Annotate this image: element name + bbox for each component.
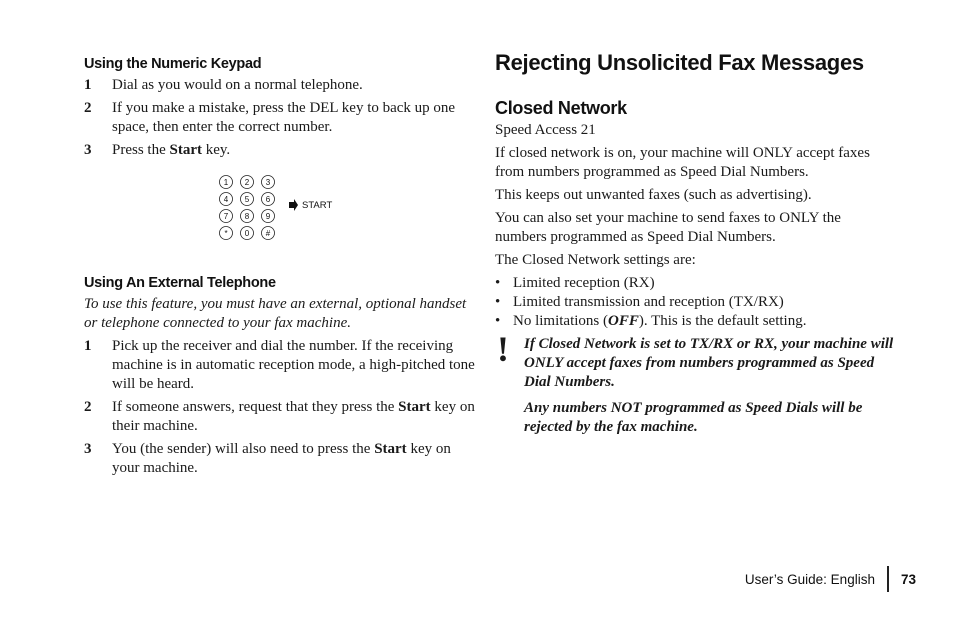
- keypad-key-label: 9: [265, 212, 271, 221]
- step-text: Dial as you would on a normal telephone.: [112, 77, 363, 93]
- step-text: [112, 440, 476, 478]
- step-text-post: key.: [202, 142, 231, 158]
- external-note: To use this feature, you must have an external, optional handset or telephone connected to your fax machine.: [84, 296, 467, 331]
- list-item: [495, 312, 895, 331]
- step-text-post: key on your machine.: [112, 441, 451, 476]
- keypad-svg: [218, 174, 348, 250]
- step-text: Pick up the receiver and dial the number. If the receiving machine is in automatic reception mode, a high-pitched tone will be heard.: [112, 338, 475, 392]
- external-step: [84, 440, 476, 478]
- step-number: 1: [84, 77, 92, 93]
- page-title: Rejecting Unsolicited Fax Messages: [495, 50, 864, 75]
- off-label: OFF: [608, 313, 639, 329]
- bullet: •: [495, 294, 501, 310]
- keypad-key-label: 3: [265, 178, 271, 187]
- keypad-step: [84, 76, 476, 95]
- step-number: 1: [84, 338, 92, 354]
- list-item-text: Limited reception (RX): [513, 275, 655, 291]
- step-number: 3: [84, 142, 92, 158]
- paragraph: The Closed Network settings are:: [495, 252, 696, 268]
- step-text: If you make a mistake, press the DEL key to back up one space, then enter the correct number.: [112, 100, 456, 135]
- keypad-key-label: 6: [265, 195, 271, 204]
- bullet: •: [495, 313, 501, 329]
- warning-line: Any numbers NOT programmed as Speed Dials will be rejected by the fax machine.: [524, 400, 863, 435]
- keypad-key-label: 1: [223, 178, 229, 187]
- keypad-key-label: #: [265, 229, 271, 238]
- step-text-pre: If someone answers, request that they press the: [112, 399, 399, 415]
- bullet: •: [495, 275, 501, 291]
- keypad-step: [84, 99, 476, 137]
- step-text-pre: You (the sender) will also need to press the: [112, 441, 375, 457]
- paragraph: If closed network is on, your machine will ONLY accept faxes from numbers programmed as Speed Dial Numbers.: [495, 145, 870, 180]
- step-number: 2: [84, 100, 92, 116]
- list-item-text: [513, 312, 806, 331]
- step-text-post: key on their machine.: [112, 399, 475, 434]
- speed-access: Speed Access 21: [495, 122, 596, 138]
- settings-list: [495, 274, 895, 331]
- list-item-text: Limited transmission and reception (TX/RX): [513, 294, 784, 310]
- step-text: [112, 398, 476, 436]
- keypad-key-label: 5: [244, 195, 250, 204]
- left-column: [84, 56, 476, 482]
- keypad-key-label: 2: [244, 178, 250, 187]
- warning-note: [495, 329, 895, 444]
- exclamation-icon: !: [497, 329, 509, 369]
- step-number: 2: [84, 399, 92, 415]
- external-step: [84, 337, 476, 394]
- keypad-key-label: *: [224, 229, 228, 238]
- warning-line: If Closed Network is set to TX/RX or RX, your machine will ONLY accept faxes from numbers programmed as Speed Dial Numbers.: [524, 336, 894, 390]
- list-item-pre: No limitations (: [513, 313, 608, 329]
- start-key-label: Start: [398, 399, 431, 415]
- keypad-key-label: 0: [244, 229, 250, 238]
- keypad-heading: Using the Numeric Keypad: [84, 56, 262, 72]
- paragraph: This keeps out unwanted faxes (such as advertising).: [495, 187, 812, 203]
- start-label: START: [302, 200, 333, 211]
- start-key-label: Start: [169, 142, 202, 158]
- guide-label: User’s Guide: English: [744, 571, 875, 587]
- start-key-label: Start: [374, 441, 407, 457]
- start-arrow-icon: [289, 199, 298, 211]
- keypad-key-label: 4: [223, 195, 229, 204]
- page-number: 73: [900, 571, 916, 587]
- page-footer: [745, 566, 916, 592]
- step-text: [112, 141, 476, 160]
- keypad-illustration: [218, 174, 476, 255]
- step-text-pre: Press the: [112, 142, 170, 158]
- warning-text: [524, 335, 895, 444]
- external-step: [84, 398, 476, 436]
- list-item-post: ). This is the default setting.: [638, 313, 807, 329]
- list-item: [495, 293, 895, 312]
- keypad-key-label: 7: [223, 212, 229, 221]
- right-column: [495, 50, 895, 444]
- list-item: [495, 274, 895, 293]
- paragraph: You can also set your machine to send faxes to ONLY the numbers programmed as Speed Dial Numbers.: [495, 210, 841, 245]
- external-heading: Using An External Telephone: [84, 275, 276, 291]
- section-heading: Closed Network: [495, 98, 627, 118]
- keypad-key-label: 8: [244, 212, 250, 221]
- footer-divider: [887, 566, 889, 592]
- step-number: 3: [84, 441, 92, 457]
- keypad-step: [84, 141, 476, 160]
